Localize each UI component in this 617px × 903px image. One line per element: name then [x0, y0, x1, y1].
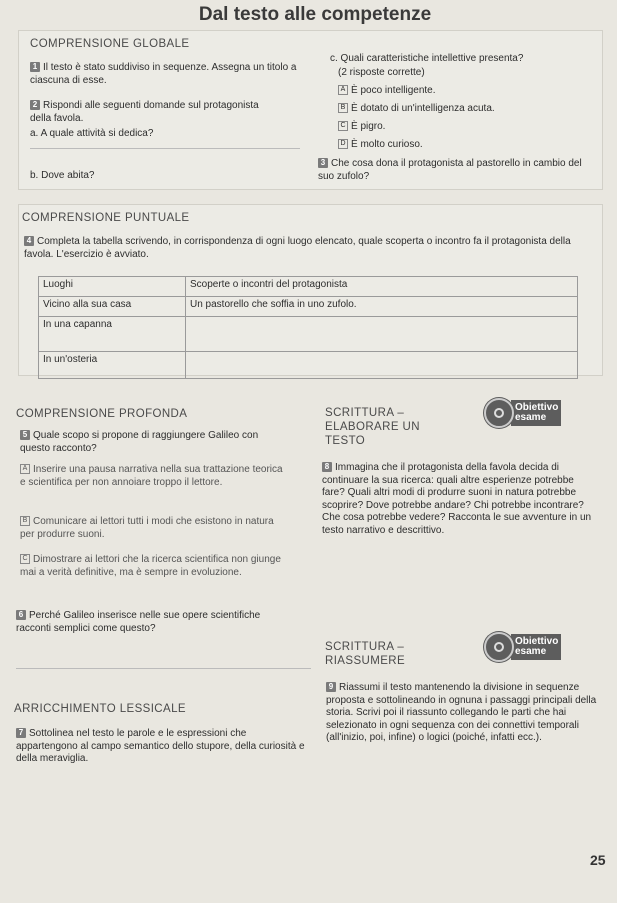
question-7: [16, 728, 306, 766]
section-heading-profonda: COMPRENSIONE PROFONDA: [16, 408, 188, 420]
option-text: Comunicare ai lettori tutti i modi che esistono in natura per produrre suoni.: [20, 516, 274, 540]
section-heading-global: COMPRENSIONE GLOBALE: [30, 38, 190, 50]
question-number: 2: [30, 100, 40, 110]
table-row: [39, 352, 578, 379]
table-header: Luoghi: [39, 277, 186, 297]
question-2b: b. Dove abita?: [30, 170, 95, 181]
table-row: [39, 317, 578, 352]
section-heading-scrittura-riassumere: SCRITTURA – RIASSUMERE: [325, 641, 406, 667]
question-number: 8: [322, 462, 332, 472]
table-cell: In un'osteria: [39, 352, 186, 379]
question-text: Che cosa dona il protagonista al pastorello in cambio del suo zufolo?: [318, 158, 582, 182]
option-a[interactable]: [338, 85, 436, 98]
section-heading-lessicale: ARRICCHIMENTO LESSICALE: [14, 703, 186, 715]
option-letter: A: [338, 85, 348, 95]
option-c[interactable]: [20, 554, 290, 579]
question-4: [24, 236, 584, 261]
target-icon: [484, 632, 514, 662]
page-number: 25: [590, 852, 606, 868]
question-number: 5: [20, 430, 30, 440]
question-text: Rispondi alle seguenti domande sul protagonista della favola.: [30, 100, 259, 124]
page-title: Dal testo alle competenze: [198, 4, 432, 25]
question-text: Riassumi il testo mantenendo la divisione in sequenze proposta e sottolineando in ognuna i passaggi principali della storia. Scrivi poi il riassunto collegando le parti che hai selezionato in ogni sequenza con dei connettivi temporali (all'inizio, poi, infine) o logici (poiché, infatti ecc.).: [326, 682, 597, 743]
question-number: 9: [326, 682, 336, 692]
question-text: Immagina che il protagonista della favola decida di continuare la sua ricerca: quali altre esperienze potrebbe fare? Quali altri modi di produrre suoni in natura potrebbe scoprire? Dove potrebbe andare? Chi potrebbe incontrare? Che cosa potrebbe vedere? Racconta le sue avventure in un testo narrativo e descrittivo.: [322, 462, 592, 536]
question-9: [326, 682, 601, 745]
option-letter: A: [20, 464, 30, 474]
table-cell[interactable]: [186, 317, 578, 352]
option-d[interactable]: [338, 139, 423, 152]
question-text: Perché Galileo inserisce nelle sue opere scientifiche racconti semplici come questo?: [16, 610, 261, 634]
question-8: [322, 462, 597, 537]
question-1: [30, 62, 300, 87]
option-b[interactable]: [20, 516, 290, 541]
badge-label: Obiettivo esame: [511, 634, 561, 660]
exam-objective-badge: [484, 632, 561, 662]
option-letter: B: [20, 516, 30, 526]
target-icon: [484, 398, 514, 428]
question-number: 6: [16, 610, 26, 620]
question-2a: a. A quale attività si dedica?: [30, 128, 154, 139]
option-a[interactable]: [20, 464, 290, 489]
question-text: Sottolinea nel testo le parole e le espressioni che appartengono al campo semantico dello stupore, della curiosità e della meraviglia.: [16, 728, 305, 764]
question-text: Il testo è stato suddiviso in sequenze. Assegna un titolo a ciascuna di esse.: [30, 62, 297, 86]
option-letter: B: [338, 103, 348, 113]
question-2: [30, 100, 280, 125]
exam-objective-badge: [484, 398, 561, 428]
section-heading-puntuale: COMPRENSIONE PUNTUALE: [22, 212, 190, 224]
question-number: 7: [16, 728, 26, 738]
section-heading-scrittura-elaborare: SCRITTURA – ELABORARE UN TESTO: [325, 407, 420, 447]
question-number: 4: [24, 236, 34, 246]
option-text: Dimostrare ai lettori che la ricerca scientifica non giunge mai a verità definitive, ma è sempre in evoluzione.: [20, 554, 281, 578]
question-2c-note: (2 risposte corrette): [338, 67, 425, 78]
table-cell[interactable]: Un pastorello che soffia in uno zufolo.: [186, 297, 578, 317]
option-b[interactable]: [338, 103, 495, 116]
places-table: [38, 276, 578, 379]
table-cell: In una capanna: [39, 317, 186, 352]
option-text: È poco intelligente.: [351, 85, 436, 96]
badge-label: Obiettivo esame: [511, 400, 561, 426]
option-text: È dotato di un'intelligenza acuta.: [351, 103, 495, 114]
option-text: È pigro.: [351, 121, 386, 132]
question-5: [20, 430, 285, 455]
option-letter: D: [338, 139, 348, 149]
table-header-row: [39, 277, 578, 297]
question-number: 1: [30, 62, 40, 72]
question-6: [16, 610, 276, 635]
question-text: Completa la tabella scrivendo, in corrispondenza di ogni luogo elencato, quale scoperta o incontro fa il protagonista della favola. L'esercizio è avviato.: [24, 236, 571, 260]
table-header: Scoperte o incontri del protagonista: [186, 277, 578, 297]
question-number: 3: [318, 158, 328, 168]
option-text: Inserire una pausa narrativa nella sua trattazione teorica e scientifica per non annoiare troppo il lettore.: [20, 464, 283, 488]
table-cell[interactable]: [186, 352, 578, 379]
question-text: Quale scopo si propone di raggiungere Galileo con questo racconto?: [20, 430, 259, 454]
question-3: [318, 158, 588, 183]
table-cell: Vicino alla sua casa: [39, 297, 186, 317]
option-text: È molto curioso.: [351, 139, 423, 150]
option-letter: C: [338, 121, 348, 131]
option-letter: C: [20, 554, 30, 564]
question-2c: c. Quali caratteristiche intellettive presenta?: [330, 53, 524, 64]
table-row: [39, 297, 578, 317]
option-c[interactable]: [338, 121, 385, 134]
answer-line: [16, 668, 311, 669]
answer-line: [30, 148, 300, 149]
